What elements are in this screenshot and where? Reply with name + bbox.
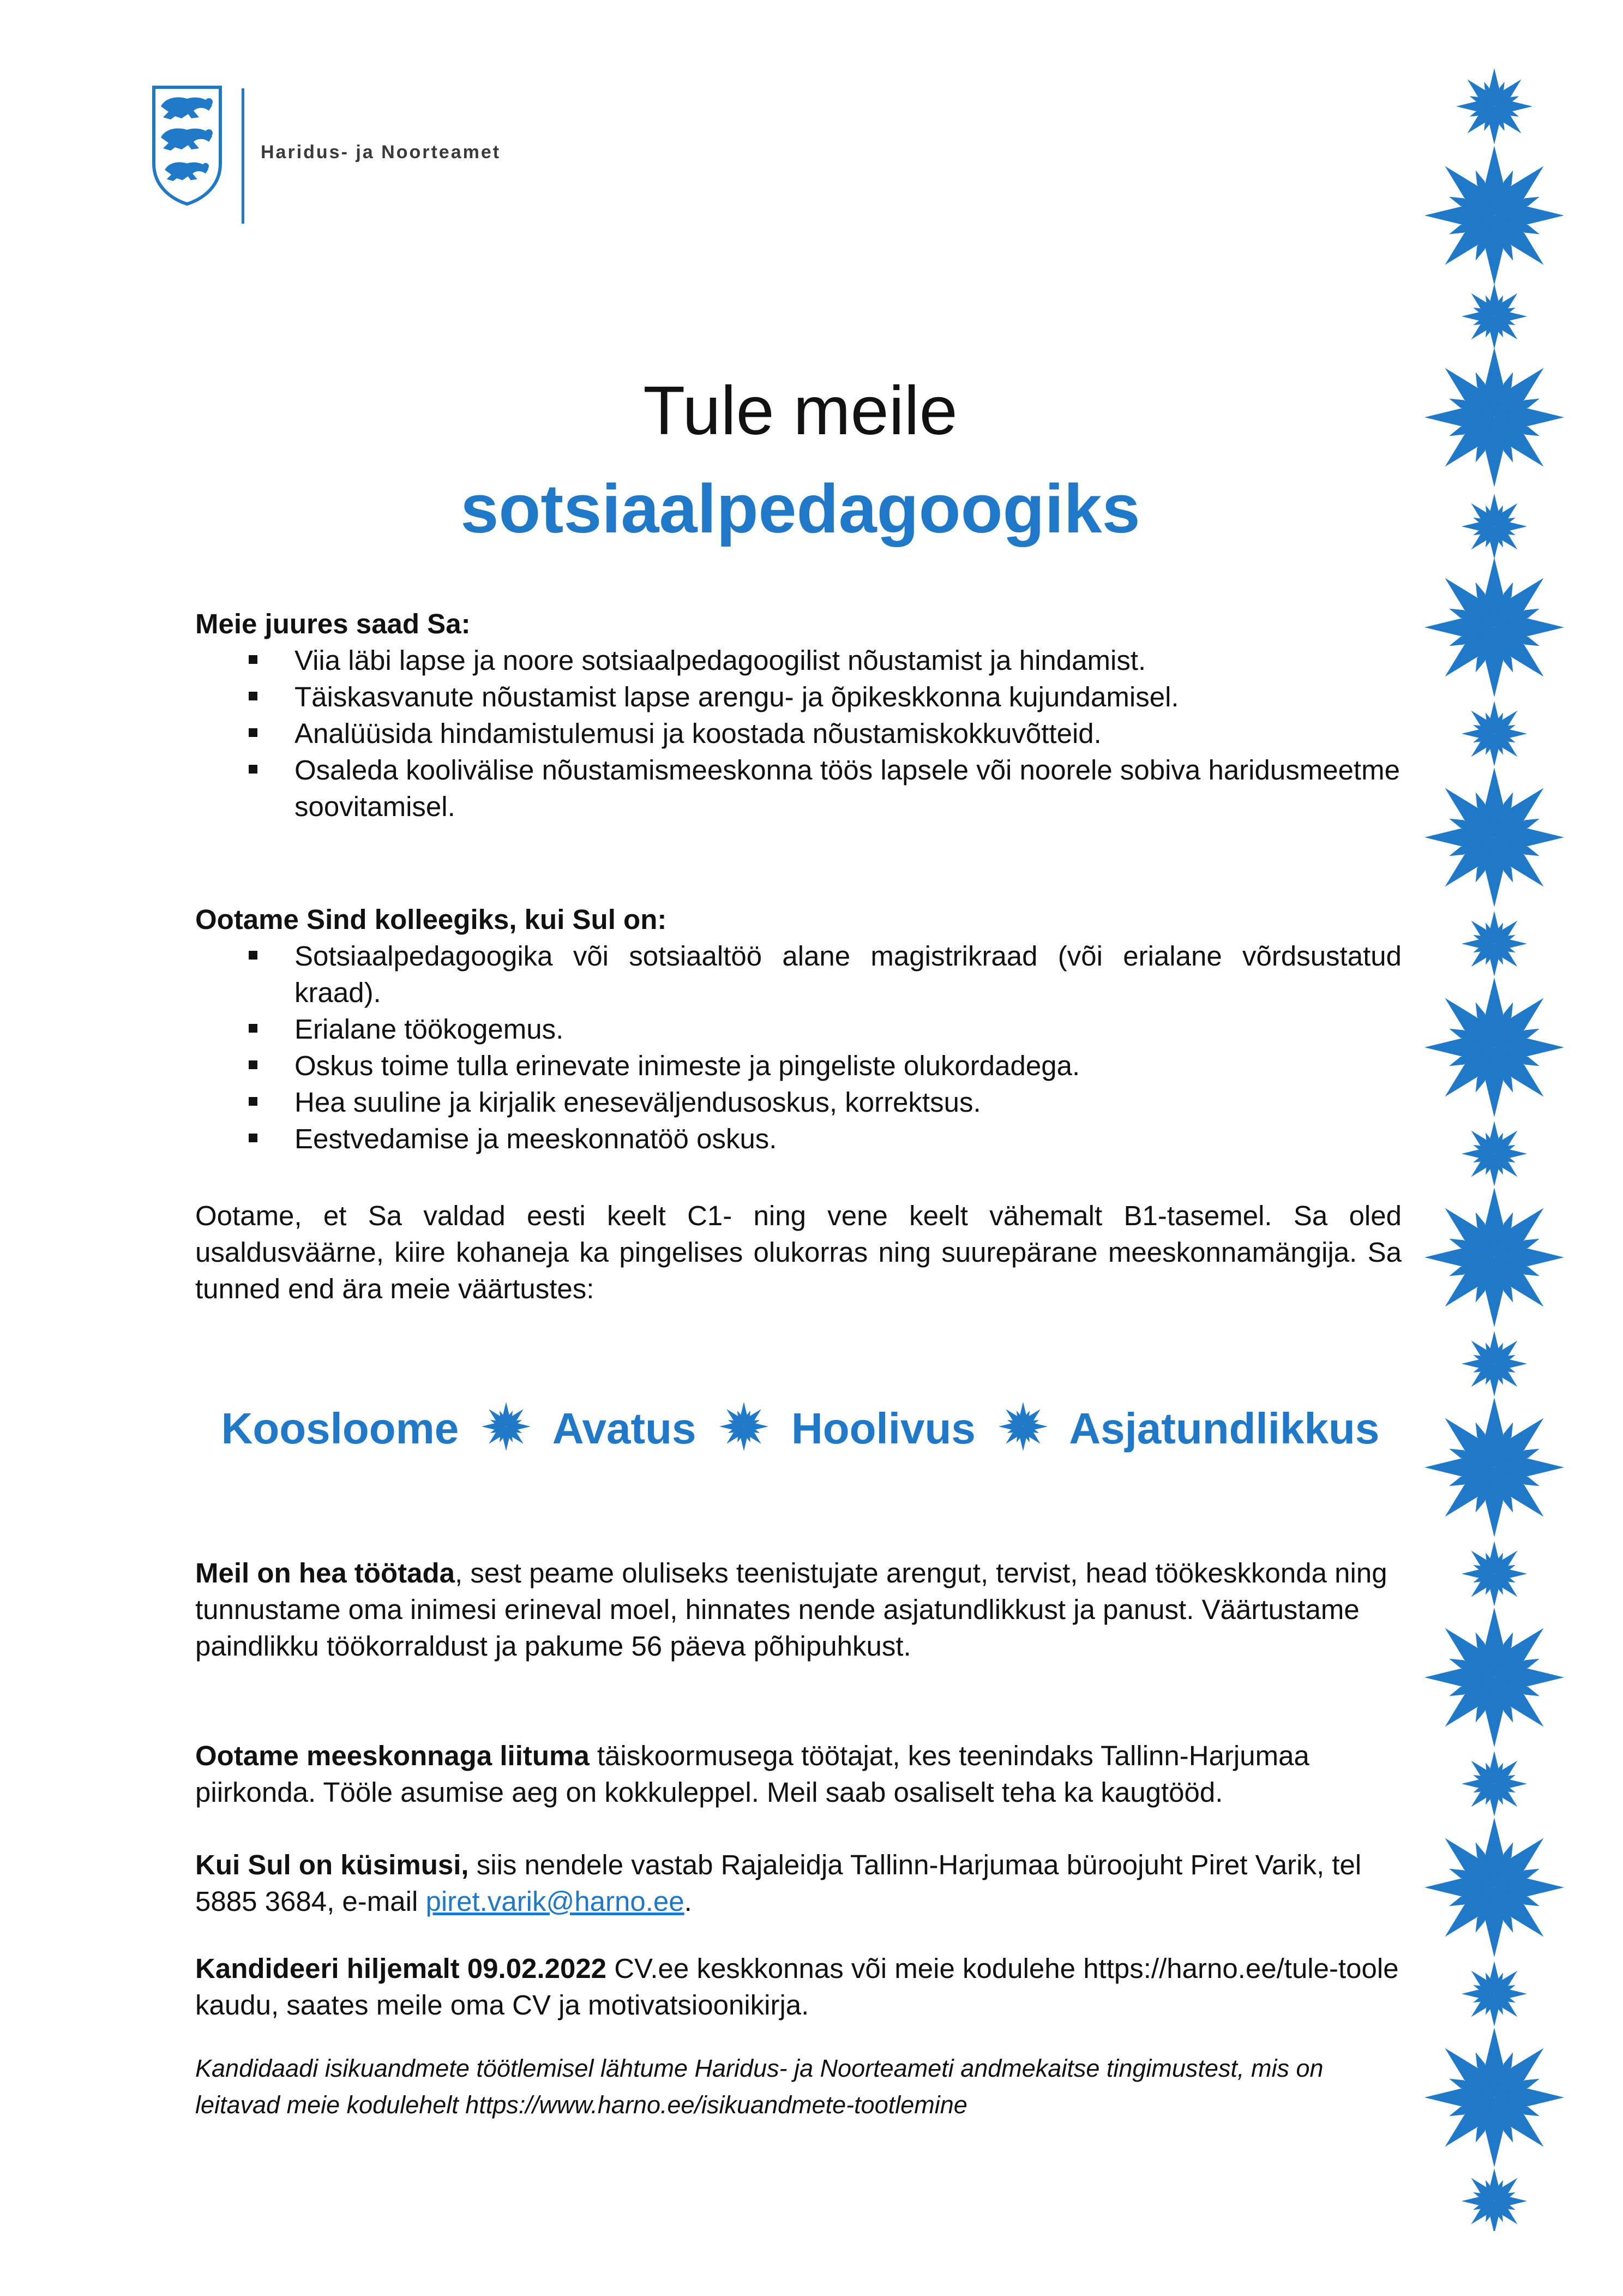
snowflake-icon [1424,2028,1564,2167]
email-link[interactable]: piret.varik@harno.ee [425,1886,684,1917]
privacy-note: Kandidaadi isikuandmete töötlemisel lähtume Haridus- ja Noorteameti andmekaitse tingimustest, mis on leitavad meie kodulehelt https://www.harno.ee/isikuandmete-tootlemine [195,2054,1324,2119]
apply-text: CV.ee keskkonnas või meie kodulehe https://harno.ee/tule-toole kaudu, saates meile oma CV ja motivatsioonikirja. [195,1953,1399,2021]
snowflake-icon [1462,1331,1527,1396]
snowflake-icon [1462,284,1527,349]
snowflake-icon [999,1402,1048,1451]
list-item: Oskus toime tulla erinevate inimeste ja pingeliste olukordadega. [195,1047,1402,1084]
list-item: Sotsiaalpedagoogika või sotsiaaltöö alane magistrikraad (või erialane võrdsustatud kraad). [195,938,1402,1011]
snowflake-icon [1462,911,1527,976]
list-item: Täiskasvanute nõustamist lapse arengu- ja õpikeskkonna kujundamisel. [195,679,1402,715]
page-subtitle: sotsiaalpedagoogiks [460,470,1140,547]
snowflake-icon [1424,146,1564,285]
requirements-list [195,938,1402,1157]
snowflake-icon [1462,1751,1527,1817]
value-label: Asjatundlikkus [1069,1404,1380,1453]
snowflake-icon [1424,768,1564,907]
value-label: Hoolivus [791,1404,976,1453]
snowflake-icon [1424,978,1564,1117]
languages-paragraph: Ootame, et Sa valdad eesti keelt C1- ning vene keelt vähemalt B1-tasemel. Sa oled usaldusväärne, kiire kohaneja ka pingelises olukorras ning suurepärane meeskonnamängija. Sa tunned end ära meie väärtustes: [195,1200,1402,1304]
questions-end: . [684,1886,692,1917]
offer-section [195,606,1402,825]
snowflake-icon [1424,1188,1564,1327]
values-row [0,1402,1601,1454]
snowflake-icon [1424,1608,1564,1747]
requirements-section [195,901,1402,1157]
questions-text: siis nendele vastab Rajaleidja Tallinn-Harjumaa büroojuht Piret Varik, tel 5885 3684, e-mail [195,1849,1362,1917]
snowflake-icon [1424,347,1564,487]
list-item: Hea suuline ja kirjalik eneseväljendusoskus, korrektsus. [195,1084,1402,1120]
snowflake-icon [1424,557,1564,697]
join-lead: Ootame meeskonnaga liituma [195,1740,590,1771]
org-name: Haridus- ja Noorteamet [261,142,501,163]
good-place-lead: Meil on hea töötada [195,1557,455,1588]
list-item: Analüüsida hindamistulemusi ja koostada nõustamiskokkuvõtteid. [195,715,1402,752]
offer-list [195,642,1402,825]
requirements-heading: Ootame Sind kolleegiks, kui Sul on: [195,904,667,935]
snowflake-icon [1424,1398,1564,1537]
value-label: Koosloome [221,1404,459,1453]
snowflake-icon [1462,701,1527,766]
list-item: Eestvedamise ja meeskonnatöö oskus. [195,1120,1402,1157]
logo-divider [242,88,244,224]
snowflake-icon [1424,1818,1564,1957]
list-item: Erialane töökogemus. [195,1011,1402,1047]
join-text: täiskoormusega töötajat, kes teenindaks Tallinn-Harjumaa piirkonda. Tööle asumise aeg on kokkuleppel. Meil saab osaliselt teha ka kaugtööd. [195,1740,1309,1808]
good-place-text: , sest peame oluliseks teenistujate arengut, tervist, head töökeskkonda ning tunnustame oma inimesi erineval moel, hinnates nende asjatundlikkust ja panust. Väärtustame paindlikku töökorraldust ja pakume 56 päeva põhipuhkust. [195,1557,1387,1662]
offer-heading: Meie juures saad Sa: [195,608,471,639]
snowflake-icon [482,1402,531,1451]
list-item: Viia läbi lapse ja noore sotsiaalpedagoogilist nõustamist ja hindamist. [195,642,1402,679]
good-place-paragraph [195,1555,1402,1664]
questions-paragraph [195,1847,1402,1920]
snowflake-icon [1462,1121,1527,1186]
snowflake-icon [1462,1541,1527,1606]
snowflake-border [1418,60,1571,2231]
snowflake-icon [719,1402,768,1451]
value-label: Avatus [552,1404,696,1453]
join-paragraph [195,1737,1402,1811]
coat-of-arms-icon [152,82,223,207]
snowflake-icon [1462,1961,1527,2027]
header-logo [152,82,566,229]
list-item: Osaleda koolivälise nõustamismeeskonna töös lapsele või noorele sobiva haridusmeetme soovitamisel. [195,752,1402,825]
questions-lead: Kui Sul on küsimusi, [195,1849,469,1880]
apply-paragraph [195,1950,1402,2023]
apply-lead: Kandideeri hiljemalt 09.02.2022 [195,1953,607,1984]
snowflake-icon [1462,494,1527,559]
snowflake-icon [1462,2168,1527,2231]
snowflake-icon [1456,68,1532,145]
page-title: Tule meile [643,372,958,449]
